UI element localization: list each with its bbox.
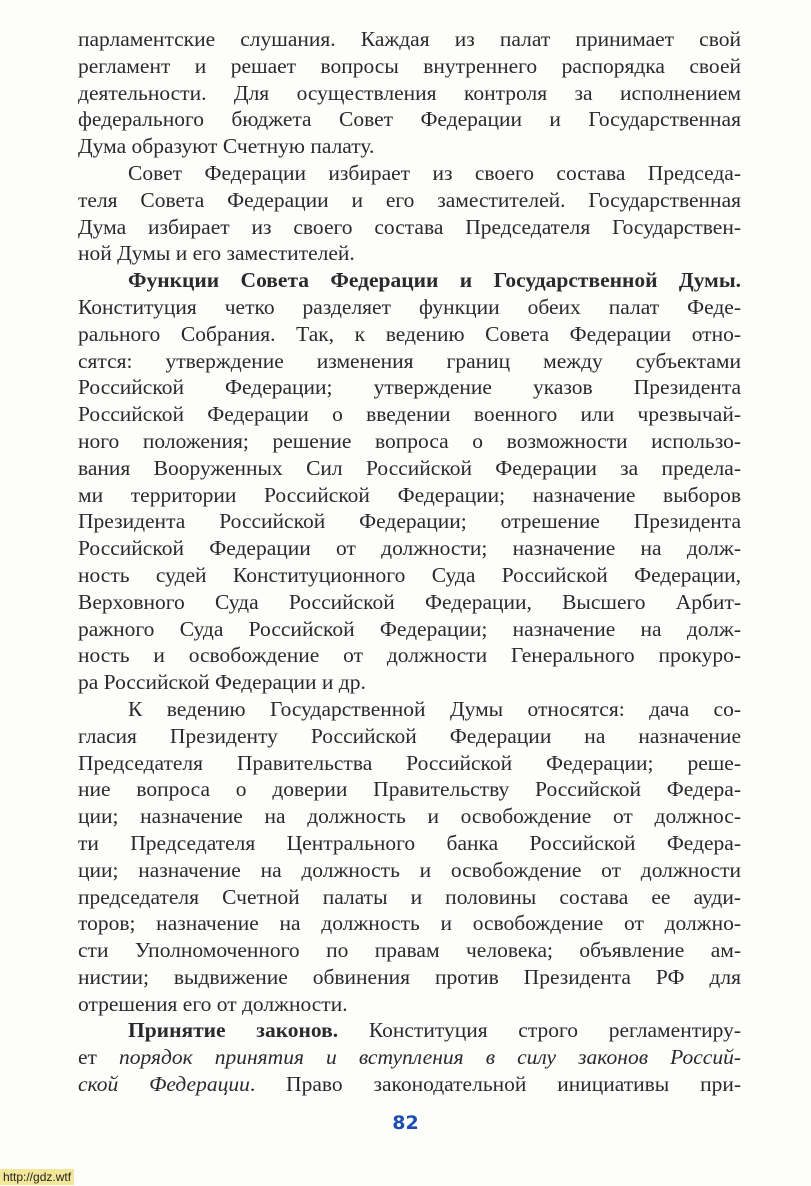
body-text: Конституция четко разделяет функции обеих палат Феде-	[78, 294, 741, 319]
text-line	[78, 616, 741, 643]
text-line-content	[78, 589, 741, 616]
text-line	[78, 910, 741, 937]
page-number: 82	[392, 1112, 419, 1134]
text-line-content	[78, 1071, 741, 1098]
body-text: ражного Суда Российской Федерации; назначение на долж-	[78, 616, 741, 641]
text-line	[78, 267, 741, 294]
body-text: Конституция строго регламентиру-	[338, 1018, 741, 1043]
text-line	[78, 53, 741, 80]
body-text: Совет Федерации избирает из своего состава Председа-	[128, 160, 741, 185]
body-text: торов; назначение на должность и освобождение от должно-	[78, 911, 741, 936]
body-text: Дума избирает из своего состава Председателя Государствен-	[78, 214, 741, 239]
text-line	[78, 803, 741, 830]
text-line	[78, 482, 741, 509]
text-line	[78, 964, 741, 991]
body-text: Дума образуют Счетную палату.	[78, 134, 375, 159]
paragraph	[78, 267, 741, 696]
text-line	[78, 240, 741, 267]
paragraph	[78, 1017, 741, 1097]
text-line-content	[78, 884, 741, 911]
italic-text: порядок принятия и вступления в силу законов Россий-	[119, 1045, 741, 1070]
body-text: федерального бюджета Совет Федерации и Государственная	[78, 107, 741, 132]
text-line	[78, 857, 741, 884]
text-line	[78, 160, 741, 187]
body-text: рального Собрания. Так, к ведению Совета Федерации отно-	[78, 321, 741, 346]
text-line-content	[78, 482, 741, 509]
text-line-content	[78, 374, 741, 401]
text-line-content	[78, 80, 741, 107]
text-line-content	[78, 830, 741, 857]
text-line-content	[78, 1044, 741, 1071]
body-text: регламент и решает вопросы внутреннего распорядка своей	[78, 53, 741, 78]
text-line	[78, 1017, 741, 1044]
text-line	[78, 1071, 741, 1098]
body-text: ность судей Конституционного Суда Российской Федерации,	[78, 562, 741, 587]
body-text: ность и освобождение от должности Генерального прокуро-	[78, 643, 741, 668]
body-text: Российской Федерации о введении военного или чрезвычай-	[78, 402, 741, 427]
page-body	[78, 26, 741, 1098]
body-text: Президента Российской Федерации; отрешение Президента	[78, 509, 741, 534]
text-line	[78, 535, 741, 562]
text-line	[78, 1044, 741, 1071]
text-line	[78, 884, 741, 911]
text-line	[78, 187, 741, 214]
body-text: сти Уполномоченного по правам человека; объявление ам-	[78, 938, 741, 963]
body-text: ет	[78, 1045, 120, 1070]
watermark-link[interactable]: http://gdz.wtf	[0, 1169, 74, 1185]
italic-text: ской Федерации	[78, 1072, 250, 1097]
text-line-content	[78, 964, 741, 991]
text-line-content	[78, 348, 741, 375]
text-line-content	[78, 723, 741, 750]
text-line	[78, 776, 741, 803]
bold-heading-text: Принятие законов.	[128, 1018, 339, 1043]
text-line-content	[78, 133, 741, 160]
paragraph	[78, 696, 741, 1018]
text-line	[78, 723, 741, 750]
text-line-content	[128, 160, 741, 187]
text-line-content	[78, 53, 741, 80]
body-text: нистии; выдвижение обвинения против Президента РФ для	[78, 964, 741, 989]
text-line-content	[78, 508, 741, 535]
text-line-content	[78, 187, 741, 214]
body-text: К ведению Государственной Думы относятся: дача со-	[128, 696, 741, 721]
body-text: Верховного Суда Российской Федерации, Высшего Арбит-	[78, 589, 741, 614]
body-text: председателя Счетной палаты и половины состава ее ауди-	[78, 884, 741, 909]
body-text: Российской Федерации; утверждение указов Президента	[78, 375, 741, 400]
text-line-content	[78, 803, 741, 830]
text-line-content	[78, 294, 741, 321]
text-line-content	[78, 616, 741, 643]
body-text: ми территории Российской Федерации; назначение выборов	[78, 482, 741, 507]
body-text: гласия Президенту Российской Федерации на назначение	[78, 723, 741, 748]
body-text: деятельности. Для осуществления контроля за исполнением	[78, 80, 741, 105]
text-line	[78, 830, 741, 857]
text-line-content	[128, 696, 741, 723]
text-line-content	[128, 267, 741, 294]
paragraph	[78, 160, 741, 267]
text-line	[78, 589, 741, 616]
text-line-content	[78, 562, 741, 589]
text-line	[78, 214, 741, 241]
body-text: отрешения его от должности.	[78, 991, 348, 1016]
text-line	[78, 106, 741, 133]
text-line	[78, 508, 741, 535]
body-text: ции; назначение на должность и освобождение от должнос-	[78, 804, 741, 829]
text-line-content	[78, 776, 741, 803]
text-line	[78, 26, 741, 53]
text-line-content	[78, 321, 741, 348]
text-line	[78, 750, 741, 777]
text-line-content	[78, 750, 741, 777]
body-text: теля Совета Федерации и его заместителей. Государственная	[78, 187, 741, 212]
text-line-content	[78, 455, 741, 482]
text-line-content	[78, 857, 741, 884]
bold-heading-text: Функции Совета Федерации и Государственной Думы.	[128, 268, 741, 293]
body-text: Председателя Правительства Российской Федерации; реше-	[78, 750, 741, 775]
text-line-content	[78, 535, 741, 562]
text-line-content	[78, 428, 741, 455]
text-line	[78, 321, 741, 348]
paragraph	[78, 26, 741, 160]
text-line-content	[78, 26, 741, 53]
text-line	[78, 80, 741, 107]
text-line-content	[78, 401, 741, 428]
text-line-content	[78, 214, 741, 241]
text-line-content	[78, 642, 741, 669]
body-text: Российской Федерации от должности; назначение на долж-	[78, 536, 741, 561]
body-text: . Право законодательной инициативы при-	[249, 1072, 741, 1097]
text-line	[78, 562, 741, 589]
text-line	[78, 937, 741, 964]
body-text: вания Вооруженных Сил Российской Федерации за предела-	[78, 455, 741, 480]
body-text: ного положения; решение вопроса о возможности использо-	[78, 428, 741, 453]
text-line-content	[78, 937, 741, 964]
text-line	[78, 642, 741, 669]
text-line-content	[128, 1017, 741, 1044]
text-line	[78, 374, 741, 401]
body-text: сятся: утверждение изменения границ между субъектами	[78, 348, 741, 373]
body-text: ной Думы и его заместителей.	[78, 241, 355, 266]
text-line	[78, 401, 741, 428]
text-line	[78, 133, 741, 160]
body-text: парламентские слушания. Каждая из палат принимает свой	[78, 27, 741, 51]
text-line	[78, 428, 741, 455]
text-line	[78, 455, 741, 482]
body-text: ти Председателя Центрального банка Российской Федера-	[78, 830, 741, 855]
text-line	[78, 991, 741, 1018]
text-line	[78, 348, 741, 375]
body-text: ра Российской Федерации и др.	[78, 670, 366, 695]
text-line-content	[78, 991, 741, 1018]
text-line	[78, 669, 741, 696]
text-line	[78, 294, 741, 321]
text-line-content	[78, 910, 741, 937]
text-line-content	[78, 106, 741, 133]
text-line-content	[78, 669, 741, 696]
text-line	[78, 696, 741, 723]
body-text: ции; назначение на должность и освобождение от должности	[78, 857, 741, 882]
text-line-content	[78, 240, 741, 267]
body-text: ние вопроса о доверии Правительству Российской Федера-	[78, 777, 741, 802]
